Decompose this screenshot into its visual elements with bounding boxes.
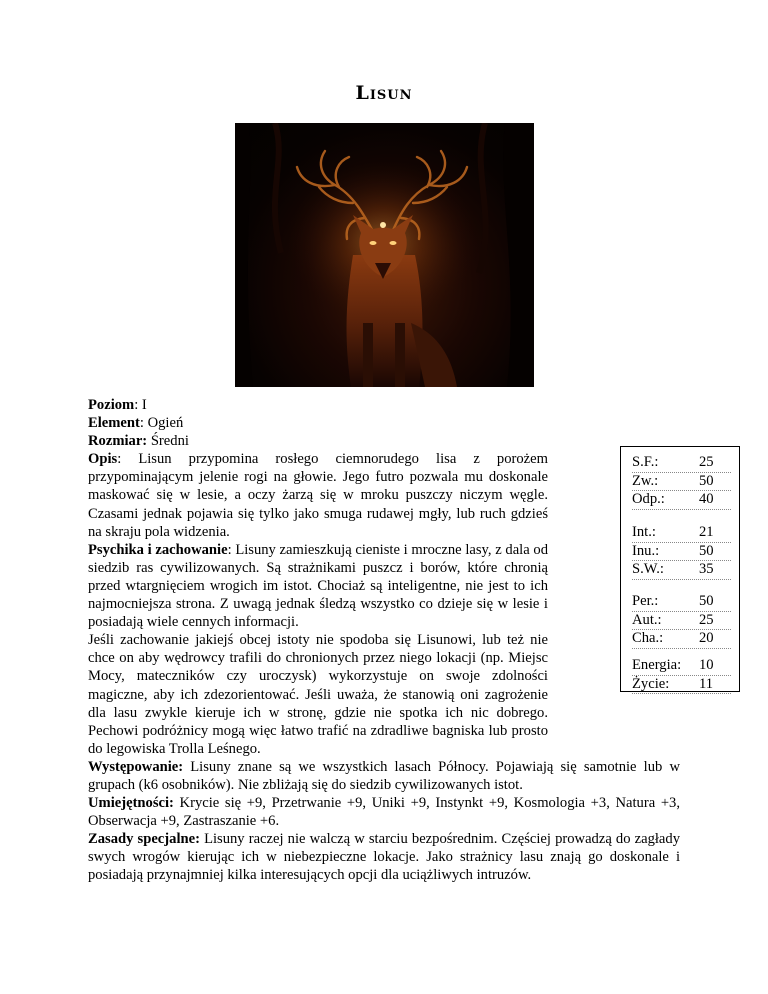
stat-name: Int.: bbox=[632, 524, 656, 540]
stat-value: 20 bbox=[699, 630, 714, 646]
stat-value: 50 bbox=[699, 542, 714, 559]
field-label: Zasady specjalne: bbox=[88, 831, 200, 848]
page-title: Lisun bbox=[355, 82, 413, 104]
field-label: Element bbox=[88, 415, 140, 432]
stat-name: S.W.: bbox=[632, 561, 664, 577]
stat-value: 25 bbox=[699, 611, 714, 628]
field-value: : Lisun przypomina rosłego ciemnorudego lisa z porożem przypominającym jelenie rogi na głowie. Jego futro pozwala mu doskonale maskować się w lesie, a oczy żarzą się w mroku puszczy niczym węgle. Czasami jednak pojawia się tylko jako smuga rudawej mgły, lub ruch gdzieś na skraju pola widzenia. bbox=[88, 451, 548, 540]
stat-name: Życie: bbox=[632, 675, 670, 692]
field-value: Lisuny raczej nie walczą w starciu bezpośrednim. Częściej prowadzą do zagłady swych wrogów kierując ich w niebezpieczne lokacje. Jako strażnicy lasu znają go doskonale i posiadają przynajmniej kilka interesujących opcji dla uciążliwych intruzów. bbox=[88, 831, 680, 884]
stat-value: 10 bbox=[699, 657, 714, 673]
stat-value: 50 bbox=[699, 472, 714, 489]
stat-name: S.F.: bbox=[632, 454, 659, 470]
stat-value: 25 bbox=[699, 454, 714, 470]
stat-name: Zw.: bbox=[632, 472, 659, 489]
field-wystepowanie bbox=[88, 758, 680, 794]
field-umiejetnosci bbox=[88, 794, 680, 830]
stat-value: 21 bbox=[699, 524, 714, 540]
field-poziom bbox=[88, 396, 680, 414]
field-label: Poziom bbox=[88, 397, 135, 413]
field-zasady bbox=[88, 830, 680, 884]
creature-description bbox=[88, 396, 680, 885]
field-label: Rozmiar: bbox=[88, 433, 148, 450]
stat-name: Cha.: bbox=[632, 630, 664, 646]
field-value: : Ogień bbox=[139, 415, 184, 432]
stat-block-spacer bbox=[558, 446, 680, 738]
lisun-artwork bbox=[235, 123, 534, 387]
field-label: Opis bbox=[88, 451, 118, 468]
stat-value: 50 bbox=[699, 593, 714, 609]
field-value: Średni bbox=[147, 433, 189, 450]
stat-value: 11 bbox=[699, 675, 714, 692]
field-psychika-continued: Jeśli zachowanie jakiejś obcej istoty nie spodoba się Lisunowi, lub też nie chce on aby wędrowcy trafili do chronionych przez niego lokacji (np. Miejsc Mocy, mateczników czy uroczysk) wykorzystuje on swoje zdolności magiczne, aby ich zdezorientować. Jeśli uważa, że stanowią oni zagrożenie dla lasu zwykle kieruje ich w stronę, gdzie nie spotka ich nic dobrego. Pechowi podróżnicy mogą więc łatwo trafić na zdradliwe bagniska lub prosto do legowiska Trolla Leśnego. bbox=[88, 632, 548, 757]
stat-value: 35 bbox=[699, 561, 714, 577]
field-label: Psychika i zachowanie bbox=[88, 541, 228, 558]
stat-name: Inu.: bbox=[632, 542, 660, 559]
stat-name: Per.: bbox=[632, 593, 659, 609]
field-value: Krycie się +9, Przetrwanie +9, Uniki +9, Instynkt +9, Kosmologia +3, Natura +3, Obserwacja +9, Zastraszanie +6. bbox=[88, 795, 680, 830]
stat-name: Odp.: bbox=[632, 491, 665, 507]
field-value: Lisuny znane są we wszystkich lasach Północy. Pojawiają się samotnie lub w grupach (k6 osobników). Nie zbliżają się do siedzib cywilizowanych istot. bbox=[88, 758, 680, 793]
field-element bbox=[88, 414, 680, 432]
field-value: : I bbox=[134, 397, 147, 413]
field-label: Występowanie: bbox=[88, 758, 184, 775]
stat-name: Aut.: bbox=[632, 611, 662, 628]
stat-name: Energia: bbox=[632, 657, 682, 673]
stat-value: 40 bbox=[699, 491, 714, 507]
field-label: Umiejętności: bbox=[88, 795, 174, 812]
creature-illustration bbox=[235, 123, 534, 387]
field-value: : Lisuny zamieszkują cieniste i mroczne lasy, z dala od siedzib ras cywilizowanych. Są strażnikami puszcz i borów, które chronią przed wtargnięciem wrogich im istot. Chociaż są inteligentne, nie jest to ich najmocniejsza strona. Z uwagą jednak śledzą wszystko co dzieje się w lesie i posiadają wiele cennych informacji. bbox=[88, 541, 548, 631]
